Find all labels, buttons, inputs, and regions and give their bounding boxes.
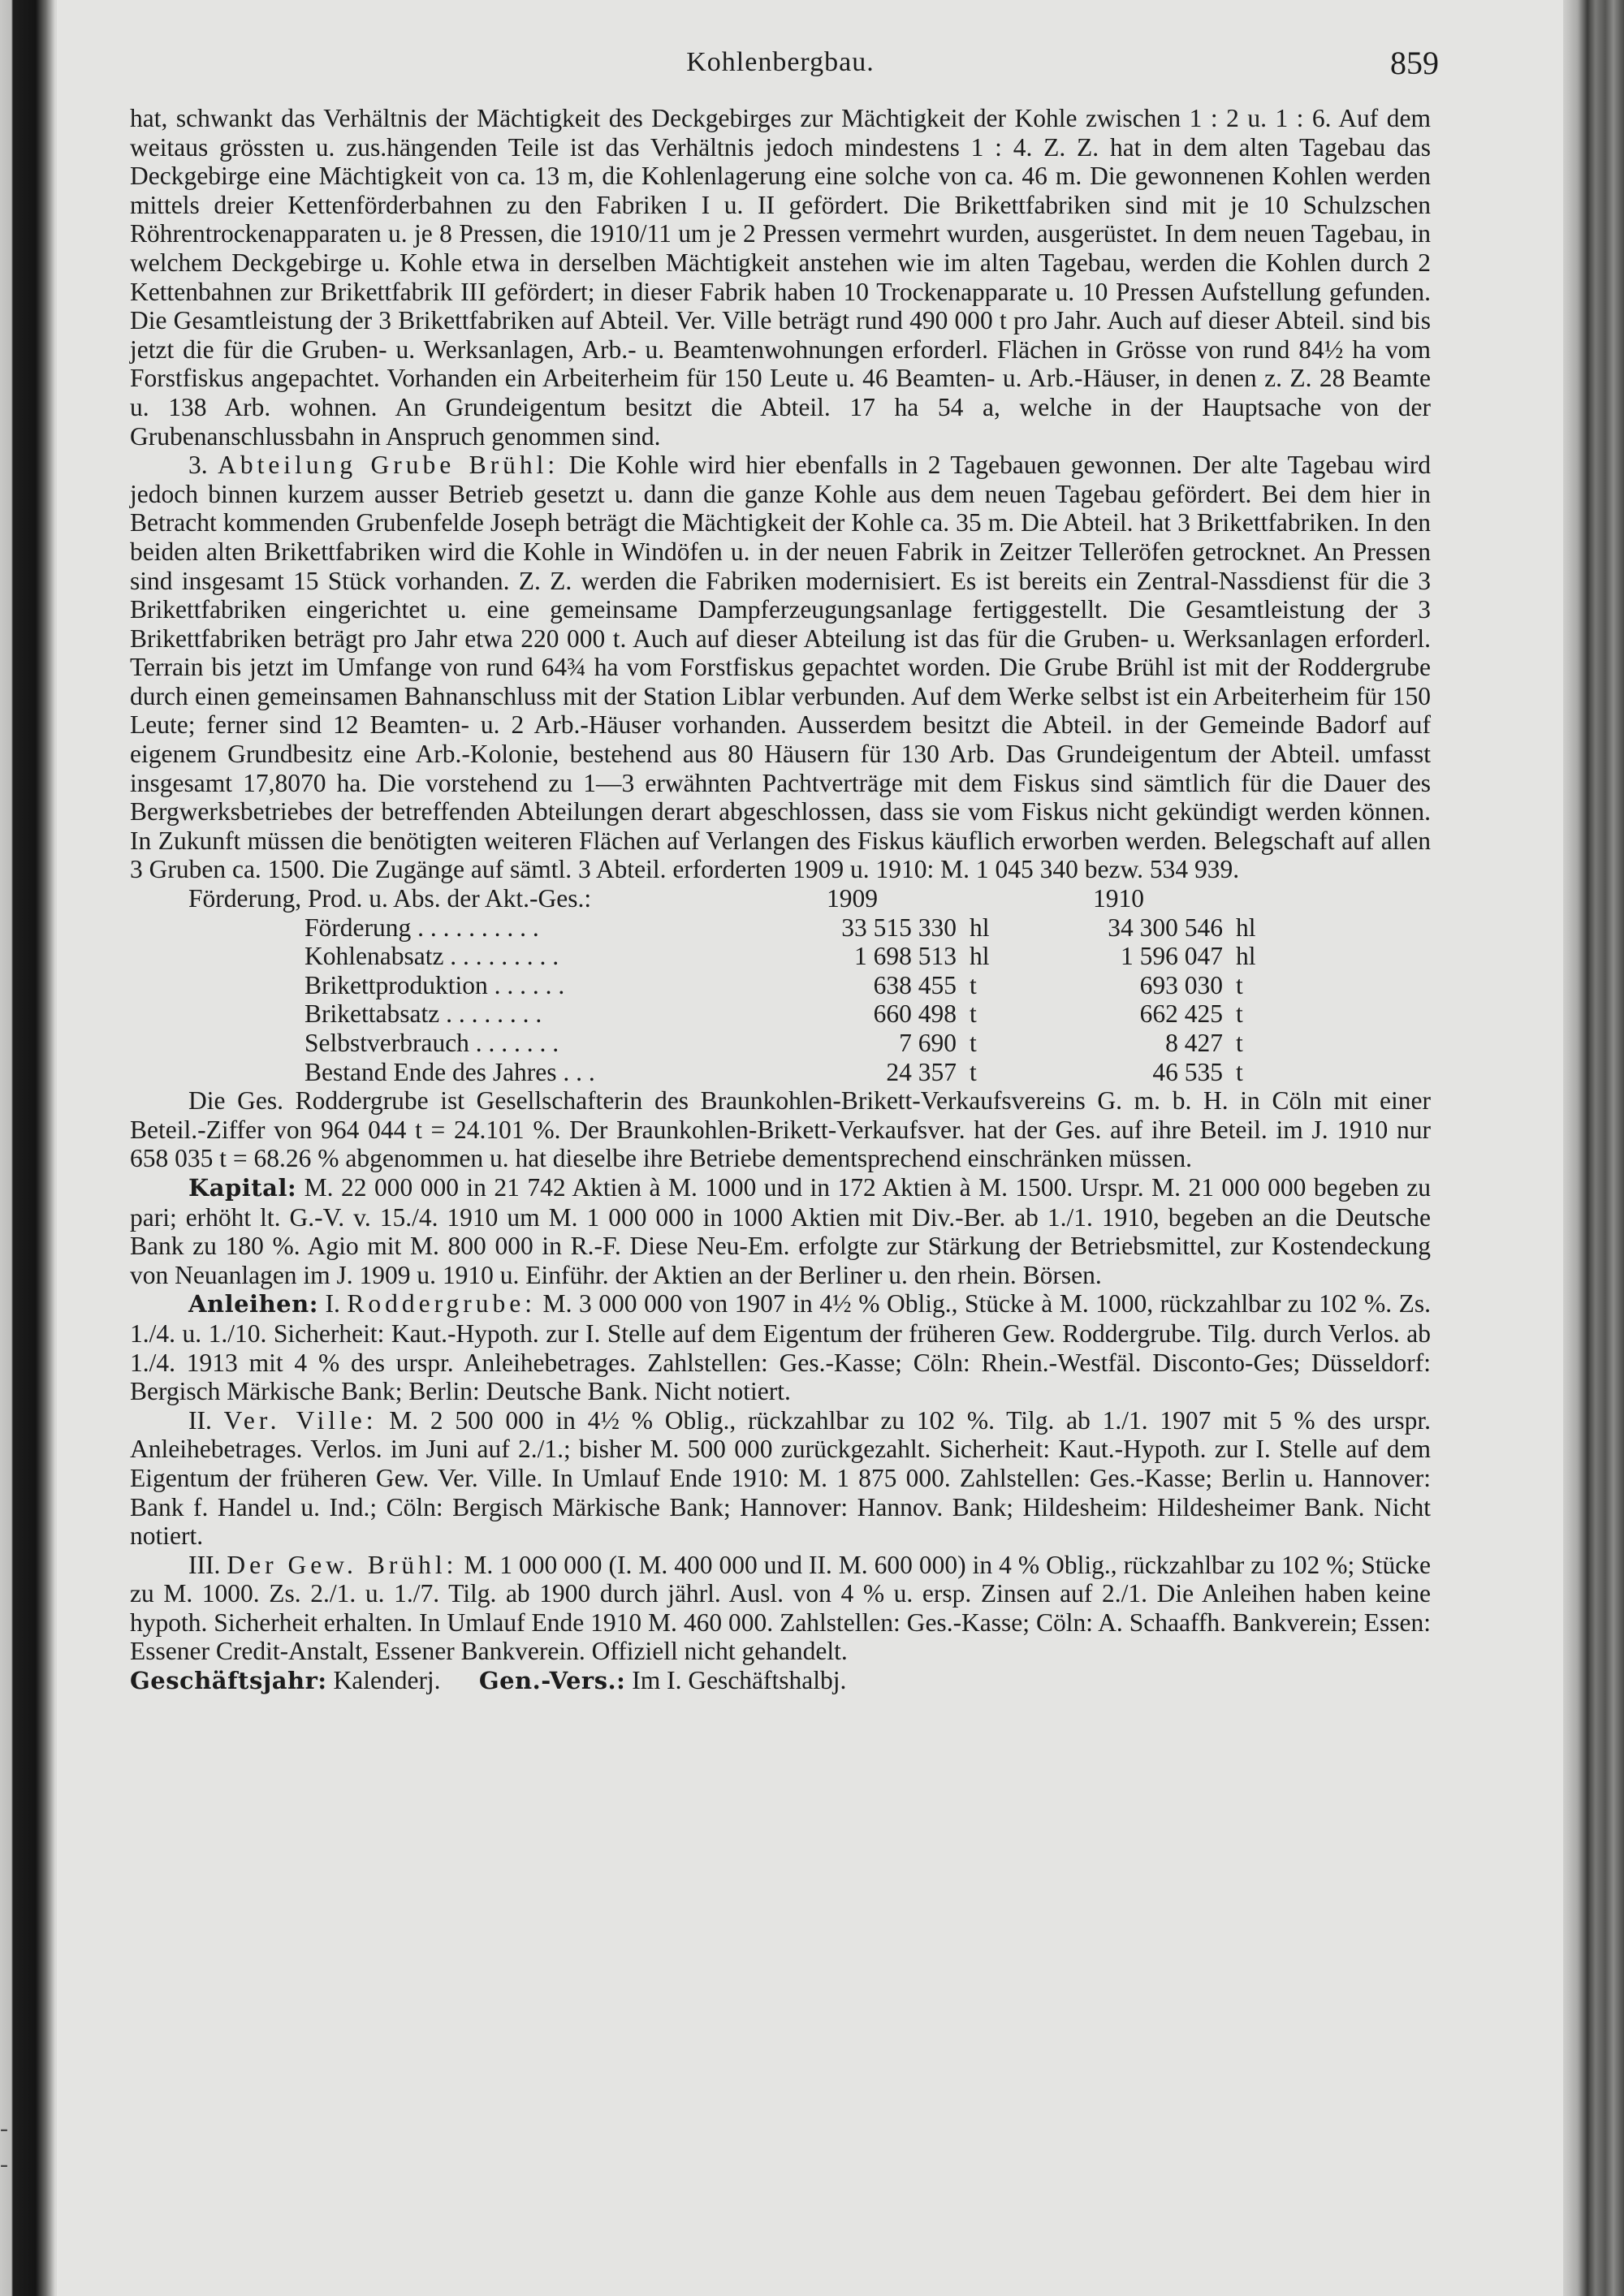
book-spine-shadow	[0, 0, 57, 2296]
row-label: Bestand Ende des Jahres . . .	[304, 1057, 595, 1086]
generalversammlung-label: Gen.-Vers.:	[478, 1667, 626, 1695]
margin-mark: -	[0, 2151, 8, 2177]
section-heading: Abteilung Grube Brühl:	[218, 451, 559, 480]
document-page	[130, 39, 1439, 1696]
anleihe-i-text: M. 3 000 000 von 1907 in 4½ % Oblig., Stücke à M. 1000, rückzahlbar zu 102 %. Zs. 1./4. u. 1./10. Sicherheit: Kaut.-Hypoth. zur I. Stelle auf dem Eigentum der früheren Gew. Roddergrube. Tilg. durch Verlos. ab 1./4. 1913 mit 4 % des urspr. Anleihebetrages. Zahlstellen: Ges.-Kasse; Cöln: Rhein.-Westfäl. Disconto-Ges; Düsseldorf: Bergisch Märkische Bank; Berlin: Deutsche Bank. Nicht notiert.	[130, 1289, 1431, 1406]
anleihe-i-heading: Roddergrube:	[347, 1289, 537, 1318]
table-row	[130, 913, 1431, 943]
page-number: 859	[1390, 45, 1439, 81]
paragraph-kapital	[130, 1173, 1431, 1289]
kapital-label: Kapital:	[188, 1173, 297, 1202]
unit-1910: hl	[1236, 913, 1256, 942]
running-head	[130, 39, 1439, 104]
running-title: Kohlenbergbau.	[686, 47, 875, 77]
paragraph-geschaeftsjahr	[130, 1666, 1431, 1696]
page-edge-shadow	[1563, 0, 1624, 2296]
unit-1910: hl	[1236, 942, 1256, 971]
row-label: Förderung . . . . . . . . . .	[304, 913, 539, 942]
table-row	[130, 942, 1431, 971]
value-1909: 24 357	[886, 1057, 957, 1086]
production-table-header	[130, 884, 1431, 913]
unit-1909: t	[970, 1057, 977, 1086]
value-1909: 33 515 330	[841, 913, 957, 942]
row-label: Brikettproduktion . . . . . .	[304, 970, 565, 999]
anleihe-iii-text: M. 1 000 000 (I. M. 400 000 und II. M. 600 000) in 4 % Oblig., rückzahlbar zu 102 %; Stücke zu M. 1000. Zs. 2./1. u. 1./7. Tilg. ab 1900 durch jährl. Ausl. von 4 % u. ersp. Zinsen auf 2./1. Die Anleihen haben keine hypoth. Sicherheit erhalten. In Umlauf Ende 1910 M. 460 000. Zahlstellen: Ges.-Kasse; Cöln: A. Schaaffh. Bankverein; Essen: Essener Credit-Anstalt, Essener Bankverein. Offiziell nicht gehandelt.	[130, 1550, 1431, 1666]
unit-1909: t	[970, 970, 977, 999]
paragraph-verkaufsverein: Die Ges. Roddergrube ist Gesellschafterin des Braunkohlen-Brikett-Verkaufsvereins G. m. b. H. in Cöln mit einer Beteil.-Ziffer von 964 044 t = 24.101 %. Der Braunkohlen-Brikett-Verkaufsver. hat der Ges. auf ihre Beteil. im J. 1910 nur 658 035 t = 68.26 % abgenommen u. hat dieselbe ihre Betriebe dementsprechend einschränken müssen.	[130, 1086, 1431, 1173]
section-number: 3.	[188, 451, 218, 480]
year-column-header: 1910	[1093, 884, 1144, 913]
unit-1910: t	[1236, 999, 1243, 1029]
value-1910: 46 535	[1152, 1057, 1223, 1086]
value-1909: 638 455	[873, 970, 957, 999]
paragraph-anleihen-i	[130, 1289, 1431, 1405]
table-row	[130, 1029, 1431, 1058]
anleihe-ii-number: II.	[188, 1405, 224, 1435]
unit-1909: t	[970, 1029, 977, 1057]
year-column-header: 1909	[827, 884, 878, 913]
value-1909: 660 498	[873, 999, 957, 1029]
production-caption: Förderung, Prod. u. Abs. der Akt.-Ges.:	[188, 884, 592, 913]
paragraph-ver-ville-continued: hat, schwankt das Verhältnis der Mächtigkeit des Deckgebirges zur Mächtigkeit der Kohle zwischen 1 : 2 u. 1 : 6. Auf dem weitaus grössten u. zus.hängenden Teile ist das Verhältnis jedoch mindestens 1 : 4. Z. Z. hat in dem alten Tagebau das Deckgebirge eine Mächtigkeit von ca. 13 m, die Kohlenlagerung eine solche von ca. 46 m. Die gewonnenen Kohlen werden mittels dreier Kettenförderbahnen zu den Fabriken I u. II gefördert. Die Brikettfabriken sind mit je 10 Schulzschen Röhrentrockenapparaten u. je 8 Pressen, die 1910/11 um je 2 Pressen vermehrt wurden, ausgerüstet. In dem neuen Tagebau, in welchem Deckgebirge u. Kohle etwa in derselben Mächtigkeit anstehen wie im alten Tagebau, werden die Kohlen durch 2 Kettenbahnen zur Brikettfabrik III gefördert; in dieser Fabrik haben 10 Trockenapparate u. 10 Pressen Aufstellung gefunden. Die Gesamtleistung der 3 Brikettfabriken auf Abteil. Ver. Ville beträgt rund 490 000 t pro Jahr. Auch auf dieser Abteil. sind bis jetzt die für die Gruben- u. Werksanlagen, Arb.- u. Beamtenwohnungen erforderl. Flächen in Grösse von rund 84½ ha vom Forstfiskus angepachtet. Vorhanden ein Arbeiterheim für 150 Leute u. 46 Beamten- u. Arb.-Häuser, in denen z. Z. 28 Beamte u. 138 Arb. wohnen. An Grundeigentum besitzt die Abteil. 17 ha 54 a, welche in der Hauptsache von der Grubenanschlussbahn in Anspruch genommen sind.	[130, 104, 1431, 451]
section-text: Die Kohle wird hier ebenfalls in 2 Tagebauen gewonnen. Der alte Tagebau wird jedoch binnen kurzem ausser Betrieb gesetzt u. dann die ganze Kohle aus dem neuen Tagebau gefördert. Bei dem hier in Betracht kommenden Grubenfelde Joseph beträgt die Mächtigkeit der Kohle ca. 35 m. Die Abteil. hat 3 Brikettfabriken. In den beiden alten Brikettfabriken wird die Kohle in Windöfen u. in der neuen Fabrik in Zeitzer Telleröfen getrocknet. An Pressen sind insgesamt 15 Stück vorhanden. Z. Z. werden die Fabriken modernisiert. Es ist bereits ein Zentral-Nassdienst für die 3 Brikettfabriken eingerichtet u. eine gemeinsame Dampferzeugungsanlage fertiggestellt. Die Gesamtleistung der 3 Brikettfabriken beträgt pro Jahr etwa 220 000 t. Auch auf dieser Abteilung ist das für die Gruben- u. Werksanlagen erforderl. Terrain bis jetzt im Umfange von rund 64¾ ha vom Forstfiskus gepachtet worden. Die Grube Brühl ist mit der Roddergrube durch einen gemeinsamen Bahnanschluss mit der Station Liblar verbunden. Auf dem Werke selbst ist ein Arbeiterheim für 150 Leute; ferner sind 12 Beamten- u. 2 Arb.-Häuser vorhanden. Ausserdem besitzt die Abteil. in der Gemeinde Badorf auf eigenem Grundbesitz eine Arb.-Kolonie, bestehend aus 80 Häusern für 130 Arb. Das Grundeigentum der Abteil. umfasst insgesamt 17,8070 ha. Die vorstehend zu 1—3 erwähnten Pachtverträge mit dem Fiskus sind sämtlich für die Dauer des Bergwerksbetriebes der betreffenden Abteilungen derart abgeschlossen, dass sie vom Fiskus nicht gekündigt werden können. In Zukunft müssen die benötigten weiteren Flächen auf Verlangen des Fiskus käuflich erworben werden. Belegschaft auf allen 3 Gruben ca. 1500. Die Zugänge auf sämtl. 3 Abteil. erforderten 1909 u. 1910: M. 1 045 340 bezw. 534 939.	[130, 451, 1431, 884]
production-table	[130, 884, 1431, 1086]
kapital-text: M. 22 000 000 in 21 742 Aktien à M. 1000 und in 172 Aktien à M. 1500. Urspr. M. 21 000 000 begeben zu pari; erhöht lt. G.-V. v. 15./4. 1910 um M. 1 000 000 in 1000 Aktien mit Div.-Ber. ab 1./1. 1910, begeben an die Deutsche Bank zu 180 %. Agio mit M. 800 000 in R.-F. Diese Neu-Em. erfolgte zur Stärkung der Betriebsmittel, zur Kostendeckung von Neuanlagen im J. 1909 u. 1910 u. Einführ. der Aktien an der Berliner u. den rhein. Börsen.	[130, 1172, 1431, 1289]
anleihe-ii-text: M. 2 500 000 in 4½ % Oblig., rückzahlbar zu 102 %. Tilg. ab 1./1. 1907 mit 5 % des urspr. Anleihebetrages. Verlos. im Juni auf 2./1.; bisher M. 500 000 zurückgezahlt. Sicherheit: Kaut.-Hypoth. zur I. Stelle auf dem Eigentum der früheren Gew. Ver. Ville. In Umlauf Ende 1910: M. 1 875 000. Zahlstellen: Ges.-Kasse; Berlin u. Hannover: Bank f. Handel u. Ind.; Cöln: Bergisch Märkische Bank; Hannover: Hannov. Bank; Hildesheim: Hildesheimer Bank. Nicht notiert.	[130, 1405, 1431, 1551]
unit-1909: hl	[970, 942, 990, 971]
unit-1910: t	[1236, 1057, 1243, 1086]
row-label: Selbstverbrauch . . . . . . .	[304, 1029, 559, 1057]
margin-mark: -	[0, 2115, 8, 2142]
row-label: Brikettabsatz . . . . . . . .	[304, 999, 542, 1029]
table-row	[130, 971, 1431, 1000]
unit-1909: hl	[970, 913, 990, 942]
value-1909: 7 690	[899, 1029, 957, 1057]
geschaeftsjahr-text: Kalenderj.	[326, 1666, 441, 1695]
paragraph-anleihen-iii	[130, 1551, 1431, 1666]
paragraph-anleihen-ii	[130, 1406, 1431, 1551]
unit-1909: t	[970, 999, 977, 1029]
value-1910: 1 596 047	[1121, 942, 1223, 971]
row-label: Kohlenabsatz . . . . . . . . .	[304, 942, 559, 971]
value-1910: 34 300 546	[1108, 913, 1223, 942]
unit-1910: t	[1236, 1029, 1243, 1057]
value-1910: 8 427	[1165, 1029, 1223, 1057]
value-1910: 662 425	[1139, 999, 1223, 1029]
anleihen-label: Anleihen:	[188, 1290, 318, 1318]
anleihe-iii-number: III.	[188, 1550, 227, 1579]
anleihe-iii-heading: Der Gew. Brühl:	[227, 1550, 458, 1579]
anleihe-ii-heading: Ver. Ville:	[223, 1405, 378, 1435]
value-1909: 1 698 513	[854, 942, 957, 971]
anleihe-i-number: I.	[317, 1289, 348, 1318]
unit-1910: t	[1236, 970, 1243, 999]
table-row	[130, 999, 1431, 1029]
margin-marks	[0, 2111, 13, 2182]
paragraph-abteilung-bruehl	[130, 451, 1431, 884]
generalversammlung-text: Im I. Geschäftshalbj.	[625, 1666, 847, 1695]
geschaeftsjahr-label: Geschäftsjahr:	[130, 1667, 327, 1695]
value-1910: 693 030	[1139, 970, 1223, 999]
table-row	[130, 1058, 1431, 1087]
